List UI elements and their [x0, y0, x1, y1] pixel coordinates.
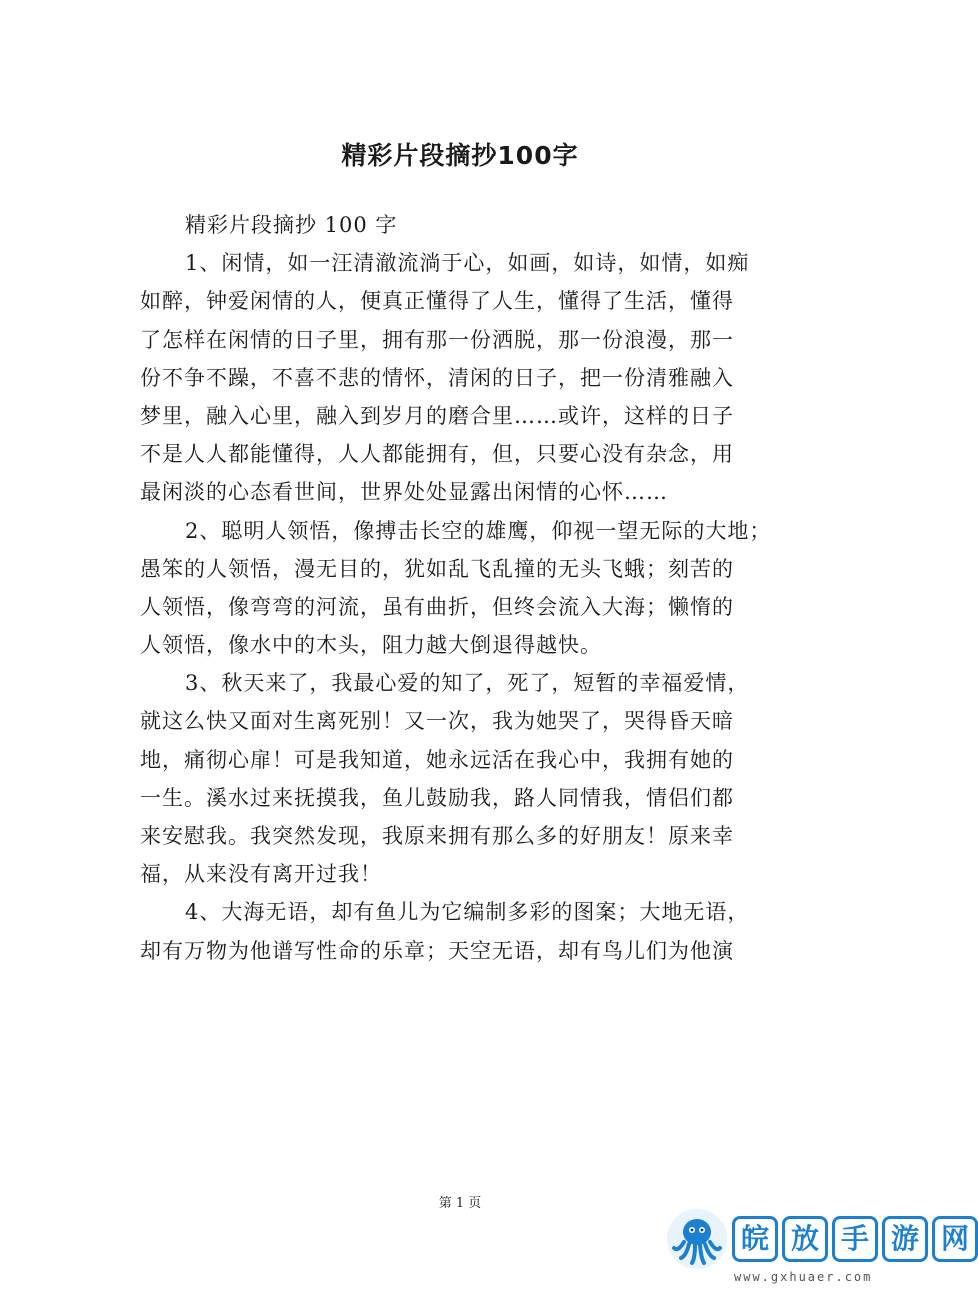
text-line: 就这么快又面对生离死别！又一次，我为她哭了，哭得昏天暗: [140, 709, 734, 734]
watermark: [660, 1202, 969, 1294]
watermark-brand: [732, 1216, 978, 1262]
text-line: 不是人人都能懂得，人人都能拥有，但，只要心没有杂念，用: [140, 442, 734, 467]
octopus-logo-icon: [666, 1208, 728, 1270]
text-line: 福，从来没有离开过我！: [140, 862, 382, 887]
watermark-char: 游: [882, 1216, 928, 1262]
text-line: 如醉，钟爱闲情的人，便真正懂得了人生，懂得了生活，懂得: [140, 289, 734, 314]
text-line: 份不争不躁，不喜不悲的情怀，清闲的日子，把一份清雅融入: [140, 365, 734, 390]
text-line: 3、秋天来了，我最心爱的知了，死了，短暂的幸福爱情，: [185, 671, 750, 696]
watermark-char: 手: [832, 1216, 878, 1262]
text-line: 梦里，融入心里，融入到岁月的磨合里……或许，这样的日子: [140, 403, 734, 428]
text-line: 1、闲情，如一汪清澈流淌于心，如画，如诗，如情，如痴: [185, 251, 750, 276]
watermark-char: 网: [932, 1216, 978, 1262]
watermark-char: 皖: [732, 1216, 778, 1262]
page-footer: 第 1 页: [438, 1196, 482, 1211]
text-line: 最闲淡的心态看世间，世界处处显露出闲情的心怀……: [140, 480, 668, 505]
text-line: 愚笨的人领悟，漫无目的，犹如乱飞乱撞的无头飞蛾；刻苦的: [140, 556, 734, 581]
document-title: 精彩片段摘抄100字: [341, 141, 579, 170]
watermark-url: www.gxhuaer.com: [734, 1270, 873, 1284]
text-line: 2、聪明人领悟，像搏击长空的雄鹰，仰视一望无际的大地；: [185, 518, 772, 543]
watermark-char: 放: [782, 1216, 828, 1262]
text-line: 了怎样在闲情的日子里，拥有那一份洒脱，那一份浪漫，那一: [140, 327, 734, 352]
text-line: 一生。溪水过来抚摸我，鱼儿鼓励我，路人同情我，情侣们都: [140, 785, 734, 810]
document-body: [140, 206, 780, 970]
text-line: 精彩片段摘抄 100 字: [185, 213, 398, 237]
text-line: 人领悟，像弯弯的河流，虽有曲折，但终会流入大海；懒惰的: [140, 594, 734, 619]
text-line: 却有万物为他谱写性命的乐章；天空无语，却有鸟儿们为他演: [140, 938, 734, 963]
text-line: 来安慰我。我突然发现，我原来拥有那么多的好朋友！原来幸: [140, 824, 734, 848]
text-line: 人领悟，像水中的木头，阻力越大倒退得越快。: [140, 633, 602, 658]
text-line: 地，痛彻心扉！可是我知道，她永远活在我心中，我拥有她的: [140, 747, 734, 772]
text-line: 4、大海无语，却有鱼儿为它编制多彩的图案；大地无语，: [185, 900, 750, 925]
